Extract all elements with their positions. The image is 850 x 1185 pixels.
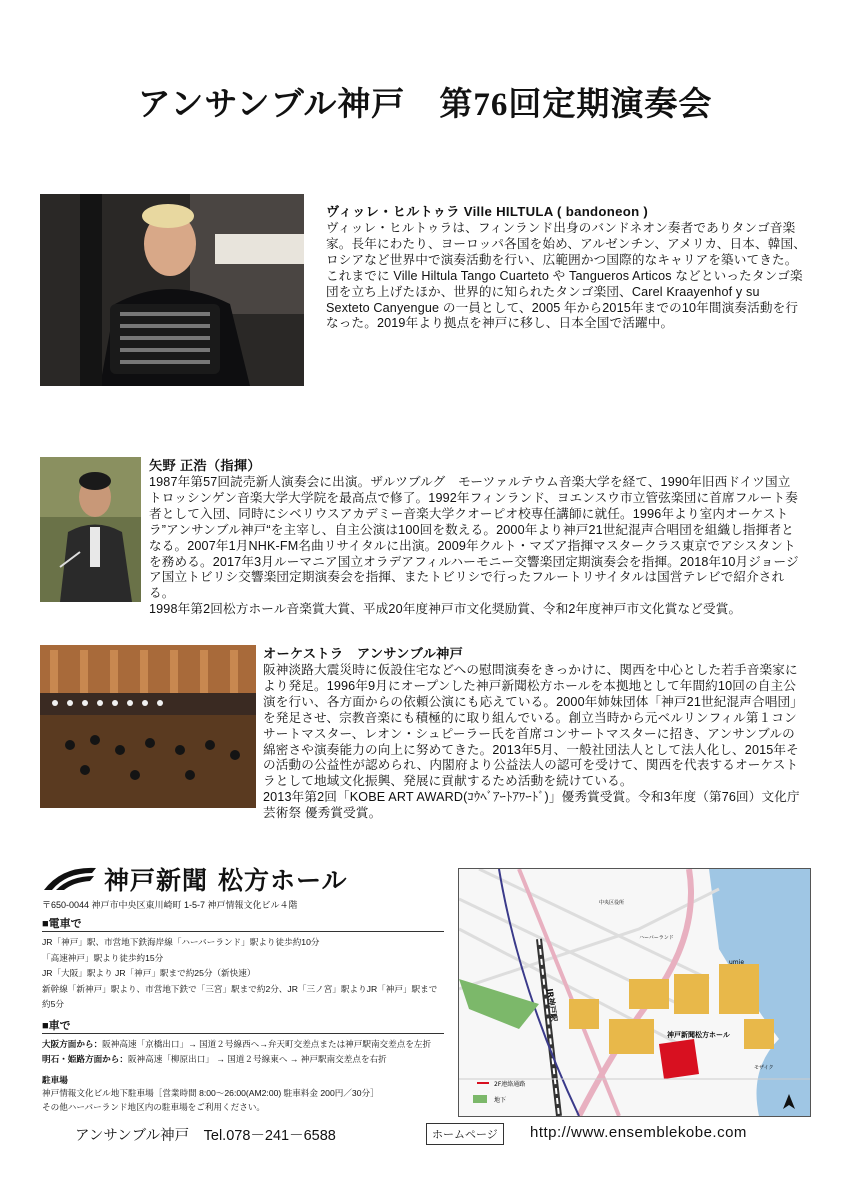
yano-bio-1: 1987年第57回読売新人演奏会に出演。ザルツブルグ モーツァルテウム音楽大学を経て、1990年旧西ドイツ国立トロッシンゲン音楽大学大学院を最高点で修了。1992年フィンランド、ヨエンスウ市立管弦楽団に首席フルート奏者として入団、同時にシベリウスアカデミー音楽大学クオーピオ校専任講師に就任。1996年より室内オーケストラ”アンサンブル神戸“を主宰し、自主公演は100回を数える。2000年より神戸21世紀混声合唱団を組織し指揮者となる。2007年1月NHK-FM名曲リサイタルに出演。2009年クルト・マズア指揮マスタークラス東京でアシスタントを務める。2017年3月ルーマニア国立オラデアフィルハーモニー交響楽団定期演奏会を指揮。2018年10月ジョージア国立トビリシ交響楽団定期演奏会を指揮、またトビリシで行ったフルートリサイタルは国営テレビで紹介される。	[149, 475, 799, 601]
map-legend-red: 2F連絡通路	[494, 1081, 526, 1088]
parking-line: その他ハーバーランド地区内の駐車場をご利用ください。	[42, 1101, 266, 1112]
hiltula-bio-1: ヴィッレ・ヒルトゥラは、フィンランド出身のバンドネオン奏者でありタンゴ音楽家。長年にわたり、ヨーロッパ各国を始め、アルゼンチン、アメリカ、日本、韓国、ロシアなど世界中で演奏活動を行い、広範囲かつ国際的なキャリアを築いてきた。	[326, 221, 806, 267]
venue-logo	[42, 861, 348, 897]
parking-heading: 駐車場	[42, 1074, 68, 1085]
train-line: JR「大阪」駅より JR「神戸」駅まで約25分（新快速）	[42, 968, 256, 978]
map-jr-label: JR神戸駅	[545, 988, 559, 1023]
homepage-label: ホームページ	[426, 1123, 504, 1145]
train-line: 「高速神戸」駅より徒歩約15分	[42, 952, 164, 963]
map-legend-green: 地下	[494, 1097, 507, 1104]
train-line: 新幹線「新神戸」駅より、市営地下鉄で「三宮」駅まで約2分、JR「三ノ宮」駅よりJR「神戸」駅まで約5分	[42, 983, 438, 1009]
logo-hall: 松方ホール	[218, 867, 348, 895]
parking-line: 神戸情報文化ビル地下駐車場［営業時間 8:00～26:00(AM2:00) 駐車料金 200円／30分］	[42, 1088, 379, 1098]
train-heading: ■電車で	[42, 918, 82, 930]
footer-contact	[75, 1124, 336, 1145]
car-line: 大阪方面から：阪神高速「京橋出口」→ 国道２号線西へ→弁天町交差点または神戸駅南交差点を左折	[42, 1038, 432, 1049]
map-hall-label: 神戸新聞松方ホール	[667, 1031, 730, 1039]
orchestra-bio-1: 阪神淡路大震災時に仮設住宅などへの慰問演奏をきっかけに、関西を中心とした若手音楽家により発足。1996年9月にオープンした神戸新聞松方ホールを本拠地として年間約10回の自主公演を行い、各方面からの依頼公演にも応えている。2000年姉妹団体「神戸21世紀混声合唱団」を発足させ、宗教音楽にも積極的に取り組んでいる。創立当時から元ベルリンフィル第１コンサートマスター、レオン・シュピーラー氏を首席コンサートマスターに招き、アンサンブルの綿密さや演奏能力の向上に努めてきた。2013年5月、一般社団法人として法人化し、2015年その活動の公益性が認められ、内閣府より公益法人の認可を受けて、関西を代表するオーケストラとして地域文化振興、発展に貢献するため活動を続けている。	[263, 663, 803, 789]
map-street-label: モザイク	[754, 1065, 774, 1071]
bandoneon-player-photo	[40, 194, 304, 386]
map-street-label: 中央区役所	[599, 900, 625, 906]
car-route-label: 明石・姫路方面から：	[42, 1054, 128, 1064]
performer-name-yano: 矢野 正浩（指揮）	[149, 458, 261, 473]
train-line: JR「神戸」駅、市営地下鉄海岸線「ハーバーランド」駅より徒歩約10分	[42, 937, 320, 947]
yano-bio-2: 1998年第2回松方ホール音楽賞大賞、平成20年度神戸市文化奨励賞、令和2年度神戸市文化賞など受賞。	[149, 602, 742, 617]
car-line: 明石・姫路方面から：阪神高速「柳原出口」 → 国道２号線東へ → 神戸駅南交差点を右折	[42, 1054, 387, 1064]
orchestra-bio-2: 2013年第2回「KOBE ART AWARD(ｺｳﾍﾞｱｰﾄｱﾜｰﾄﾞ)」優秀賞受賞。令和3年度（第76回）文化庁芸術祭 優秀賞受賞。	[263, 790, 800, 821]
website-url[interactable]: http://www.ensemblekobe.com	[530, 1124, 747, 1141]
performer-name-hiltula: ヴィッレ・ヒルトゥラ Ville HILTULA ( bandoneon )	[326, 204, 649, 219]
kobe-shimbun-logo-icon	[42, 864, 98, 894]
orchestra-photo	[40, 645, 256, 808]
hiltula-bio-2: これまでに Ville Hiltula Tango Cuarteto や Tangueros Articos などといったタンゴ楽団を立ち上げたほか、世界的に知られたタンゴ楽団、Carel Kraayenhof y su Sexteto Canyengue の一員として、2005 年から2015年までの10年間演奏活動を行なった。2019年より拠点を神戸に移し、日本全国で活躍中。	[326, 268, 803, 331]
performer-name-orchestra: オーケストラ アンサンブル神戸	[263, 646, 464, 661]
conductor-photo	[40, 457, 141, 602]
divider	[42, 931, 444, 932]
divider	[42, 1033, 444, 1034]
footer-org: アンサンブル神戸	[75, 1128, 190, 1144]
footer-tel: Tel.078－241－6588	[203, 1128, 336, 1144]
logo-name: 神戸新聞	[104, 867, 209, 895]
page-title: アンサンブル神戸 第76回定期演奏会	[137, 87, 713, 123]
car-route-label: 大阪方面から：	[42, 1038, 103, 1049]
venue-address: 〒650-0044 神戸市中央区東川崎町 1-5-7 神戸情報文化ビル４階	[42, 900, 298, 910]
car-heading: ■車で	[42, 1019, 71, 1032]
access-map	[458, 868, 811, 1117]
map-street-label: umie	[729, 959, 745, 966]
map-street-label: ハーバーランド	[639, 935, 674, 941]
